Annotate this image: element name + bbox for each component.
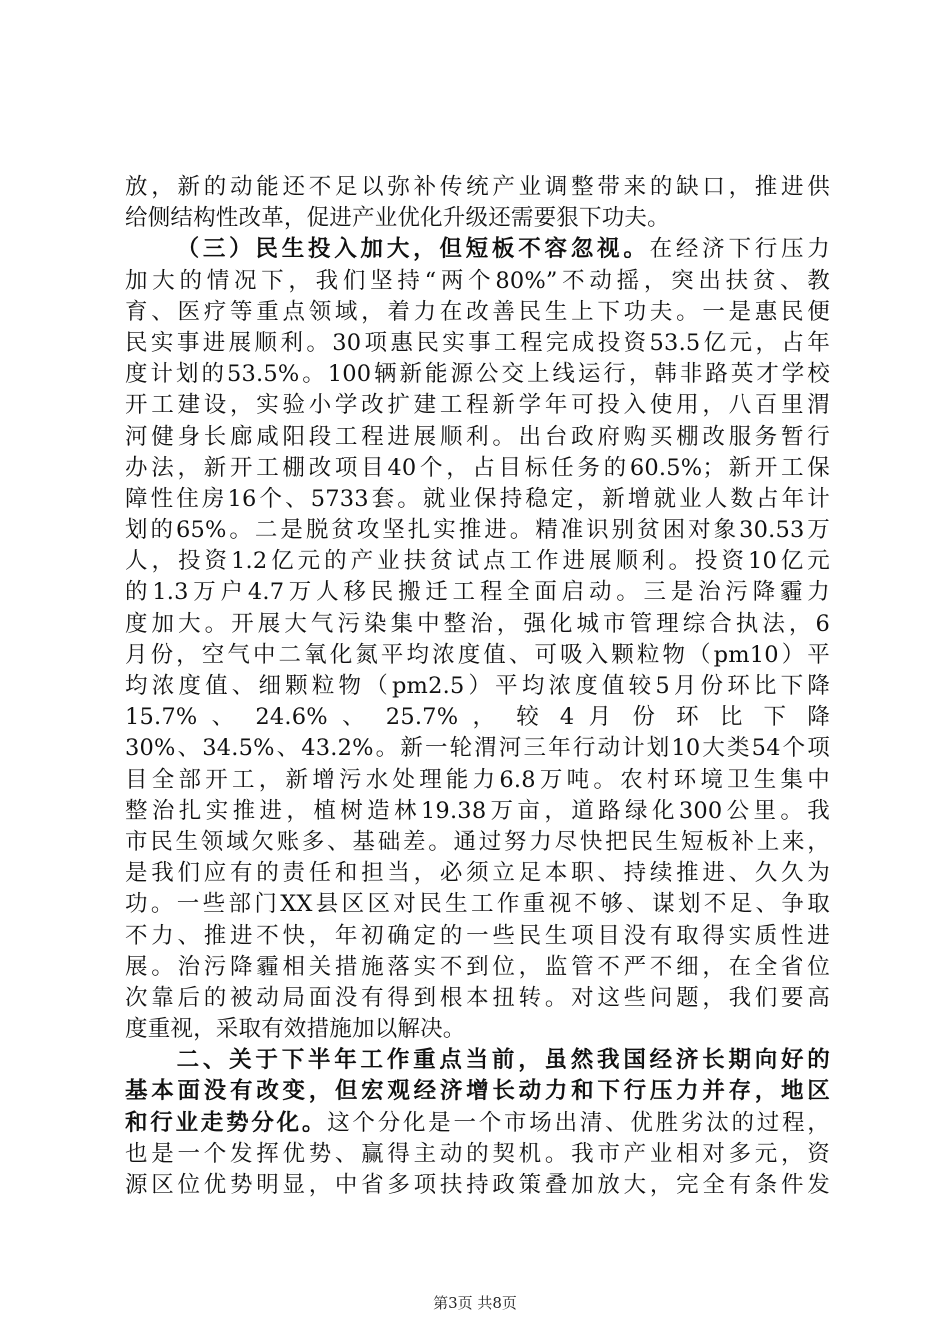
text-line: 育、医疗等重点领域，着力在改善民生上下功夫。一是惠民便 [125, 298, 830, 325]
text-line: 30%、34.5%、43.2%。新一轮渭河三年行动计划10大类54个项 [125, 735, 830, 762]
document-body [125, 172, 830, 1201]
section-heading: 二、关于下半年工作重点当前，虽然我国经济长期向好的 [173, 1047, 830, 1074]
text-line: 的1.3万户4.7万人移民搬迁工程全面启动。三是治污降霾力 [125, 579, 830, 606]
section-heading-line [125, 1045, 830, 1076]
text-line: 人，投资1.2亿元的产业扶贫试点工作进展顺利。投资10亿元 [125, 548, 830, 575]
section-heading: （三）民生投入加大，但短板不容忽视。 [173, 236, 650, 263]
text-line: 河健身长廊咸阳段工程进展顺利。出台政府购买棚改服务暂行 [125, 423, 830, 450]
text-line: 均浓度值、细颗粒物（pm2.5）平均浓度值较5月份环比下降 [125, 673, 830, 699]
text-line: 功。一些部门XX县区区对民生工作重视不够、谋划不足、争取 [125, 891, 830, 918]
text-line: 度重视，采取有效措施加以解决。 [125, 1016, 466, 1043]
text-span: 在经济下行压力 [649, 236, 830, 263]
text-line: 市民生领域欠账多、基础差。通过努力尽快把民生短板补上来， [125, 828, 830, 855]
text-line: 度计划的53.5%。100辆新能源公交上线运行，韩非路英才学校 [125, 361, 830, 388]
text-line: 民实事进展顺利。30项惠民实事工程完成投资53.5亿元，占年 [125, 329, 830, 356]
text-line: 是我们应有的责任和担当，必须立足本职、持续推进、久久为 [125, 860, 830, 887]
page-number-footer: 第3页 共8页 [433, 1294, 517, 1312]
text-line: 也是一个发挥优势、赢得主动的契机。我市产业相对多元，资 [125, 1140, 830, 1167]
text-line: 办法，新开工棚改项目40个，占目标任务的60.5%；新开工保 [125, 454, 830, 481]
text-line: 度加大。开展大气污染集中整治，强化城市管理综合执法，6 [125, 610, 830, 637]
text-line [125, 1108, 830, 1139]
section-heading-line [125, 234, 830, 265]
text-line: 开工建设，实验小学改扩建工程新学年可投入使用，八百里渭 [125, 392, 830, 419]
text-line: 放，新的动能还不足以弥补传统产业调整带来的缺口，推进供 [125, 174, 830, 200]
section-heading: 和行业走势分化。 [125, 1109, 328, 1136]
text-line: 月份，空气中二氧化氮平均浓度值、可吸入颗粒物（pm10）平 [125, 641, 830, 668]
text-line: 源区位优势明显，中省多项扶持政策叠加放大，完全有条件发 [125, 1172, 830, 1198]
section-heading-line: 基本面没有改变，但宏观经济增长动力和下行压力并存，地区 [125, 1078, 830, 1105]
text-line: 目全部开工，新增污水处理能力6.8万吨。农村环境卫生集中 [125, 766, 830, 793]
text-line: 次靠后的被动局面没有得到根本扭转。对这些问题，我们要高 [125, 984, 830, 1011]
text-line: 15.7% 、 24.6% 、 25.7% ， 较 4 月 份 环 比 下 降 [125, 704, 830, 731]
text-line: 展。治污降霾相关措施落实不到位，监管不严不细，在全省位 [125, 953, 830, 980]
text-line: 障性住房16个、5733套。就业保持稳定，新增就业人数占年计 [125, 485, 830, 512]
text-line: 加大的情况下，我们坚持“两个80%”不动摇，突出扶贫、教 [125, 267, 830, 294]
text-line: 划的65%。二是脱贫攻坚扎实推进。精准识别贫困对象30.53万 [125, 517, 830, 544]
text-line: 给侧结构性改革，促进产业优化升级还需要狠下功夫。 [125, 205, 670, 232]
text-line: 整治扎实推进，植树造林19.38万亩，道路绿化300公里。我 [125, 797, 830, 824]
text-span: 这个分化是一个市场出清、优胜劣汰的过程， [327, 1109, 830, 1136]
text-line: 不力、推进不快，年初确定的一些民生项目没有取得实质性进 [125, 922, 830, 949]
